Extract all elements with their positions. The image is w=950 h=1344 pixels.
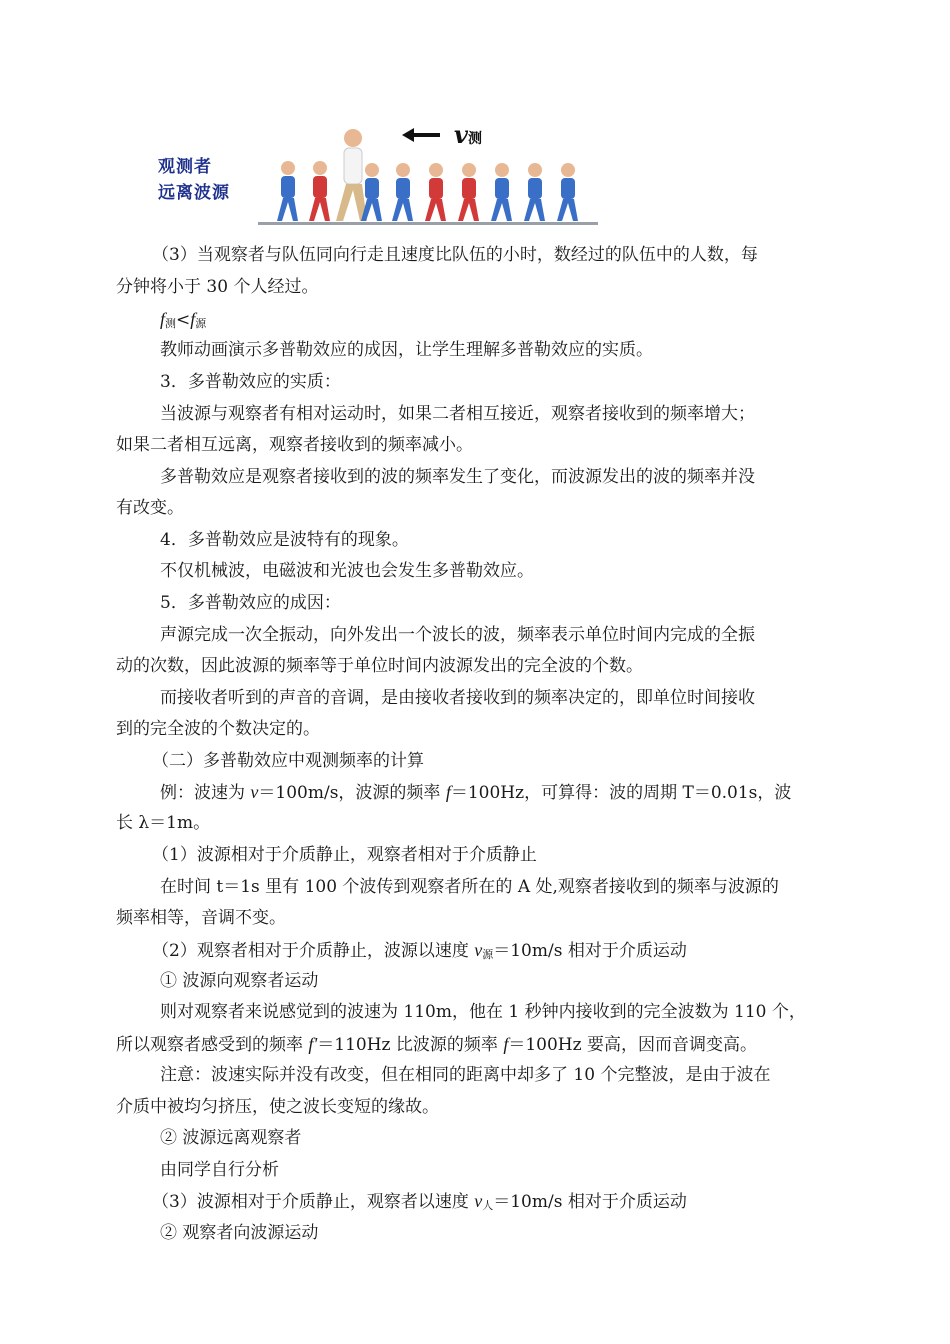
section-heading: 3．多普勒效应的实质： xyxy=(160,372,341,392)
adult-observer-figure xyxy=(336,129,367,221)
paragraph-line: 而接收者听到的声音的音调，是由接收者接收到的频率决定的，即单位时间接收 xyxy=(160,688,755,708)
paragraph-line: 如果二者相互远离，观察者接收到的频率减小。 xyxy=(116,435,473,455)
paragraph-line: 到的完全波的个数决定的。 xyxy=(116,719,320,739)
velocity-label xyxy=(454,120,482,149)
walking-figures-illustration xyxy=(150,118,600,230)
paragraph-line: 动的次数，因此波源的频率等于单位时间内波源发出的完全波的个数。 xyxy=(116,656,643,676)
paragraph-line: 则对观察者来说感觉到的波速为 110m，他在 1 秒钟内接收到的完全波数为 110 个， xyxy=(160,1002,806,1022)
child-figure-5 xyxy=(425,163,446,221)
velocity-symbol: v xyxy=(454,120,468,149)
sub-case-heading: ① 波源向观察者运动 xyxy=(160,971,319,991)
paragraph-line: 分钟将小于 30 个人经过。 xyxy=(116,277,319,297)
paragraph-line: 介质中被均匀挤压，使之波长变短的缘故。 xyxy=(116,1097,439,1117)
paragraph-line: 在时间 t＝1s 里有 100 个波传到观察者所在的 A 处,观察者接收到的频率与波源的 xyxy=(160,877,779,897)
paragraph-line: 有改变。 xyxy=(116,498,184,518)
child-figure-4 xyxy=(392,163,413,221)
figure-label-line1: 观测者 xyxy=(158,157,212,177)
doppler-figure xyxy=(150,118,600,230)
paragraph-line: （3）当观察者与队伍同向行走且速度比队伍的小时，数经过的队伍中的人数，每 xyxy=(152,245,758,265)
child-figure-6 xyxy=(458,163,479,221)
paragraph-line: 长 λ＝1m。 xyxy=(116,813,211,833)
paragraph-line: 所以观察者感受到的频率 f'＝110Hz 比波源的频率 f＝100Hz 要高，因而音调变高。 xyxy=(116,1034,757,1055)
section-heading: 5．多普勒效应的成因： xyxy=(160,593,341,613)
paragraph-line: 当波源与观察者有相对运动时，如果二者相互接近，观察者接收到的频率增大； xyxy=(160,404,755,424)
child-figure-9 xyxy=(557,163,578,221)
case-heading: （3）波源相对于介质静止，观察者以速度 v人＝10m/s 相对于介质运动 xyxy=(152,1191,687,1212)
example-line: 例：波速为 v＝100m/s，波源的频率 f＝100Hz，可算得：波的周期 T＝0.01s，波 xyxy=(160,782,792,803)
paragraph-line: 注意：波速实际并没有改变，但在相同的距离中却多了 10 个完整波，是由于波在 xyxy=(160,1065,771,1085)
section-heading: （二）多普勒效应中观测频率的计算 xyxy=(152,751,424,771)
paragraph-line: 声源完成一次全振动，向外发出一个波长的波，频率表示单位时间内完成的全振 xyxy=(160,625,755,645)
velocity-subscript: 测 xyxy=(467,131,482,147)
paragraph-line: 频率相等，音调不变。 xyxy=(116,908,286,928)
section-heading: 4．多普勒效应是波特有的现象。 xyxy=(160,530,409,550)
child-figure-3 xyxy=(361,163,382,221)
case-heading: （2）观察者相对于介质静止，波源以速度 v源＝10m/s 相对于介质运动 xyxy=(152,940,687,961)
child-figure-1 xyxy=(277,161,298,221)
child-figure-8 xyxy=(524,163,545,221)
child-figure-7 xyxy=(491,163,512,221)
sub-case-heading: ② 观察者向波源运动 xyxy=(160,1223,319,1243)
case-heading: （1）波源相对于介质静止，观察者相对于介质静止 xyxy=(152,845,537,865)
paragraph-line: 由同学自行分析 xyxy=(160,1160,279,1180)
sub-case-heading: ② 波源远离观察者 xyxy=(160,1128,302,1148)
paragraph-line: 教师动画演示多普勒效应的成因，让学生理解多普勒效应的实质。 xyxy=(160,340,653,360)
paragraph-line: 不仅机械波，电磁波和光波也会发生多普勒效应。 xyxy=(160,561,534,581)
child-figure-2 xyxy=(309,161,330,221)
frequency-inequality: f测<f源 xyxy=(160,309,207,330)
figure-label-line2: 远离波源 xyxy=(158,183,230,203)
paragraph-line: 多普勒效应是观察者接收到的波的频率发生了变化，而波源发出的波的频率并没 xyxy=(160,467,755,487)
